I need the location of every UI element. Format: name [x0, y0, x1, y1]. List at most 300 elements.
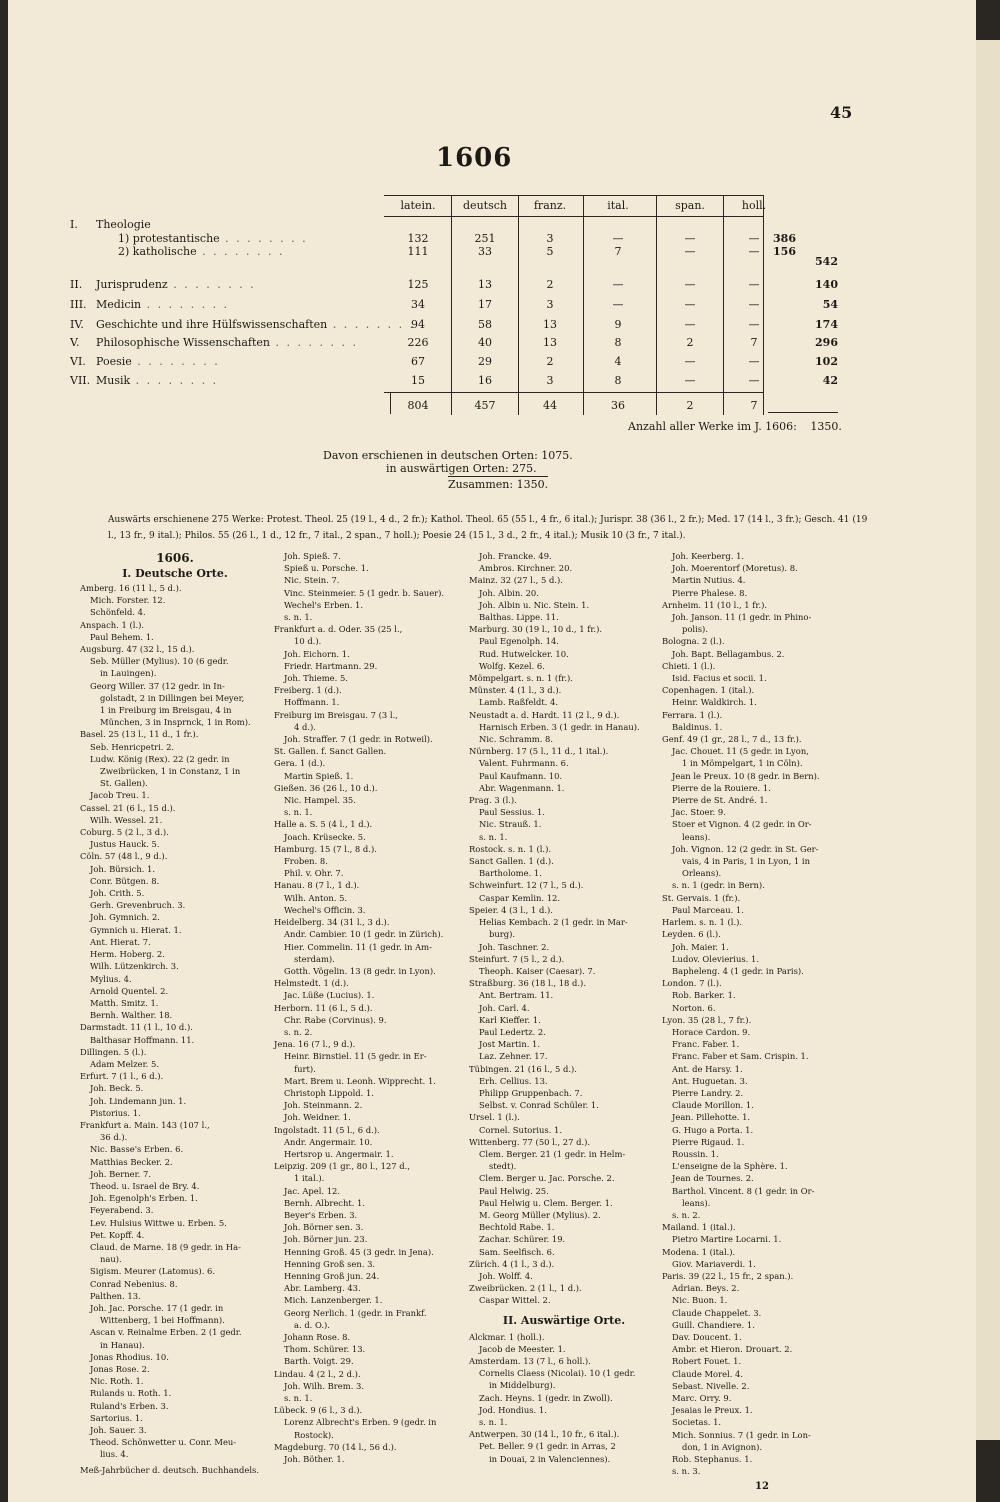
list-item: Karl Kieffer. 1. [479, 1014, 541, 1025]
list-item: Ferrara. 1 (l.). [662, 709, 723, 720]
list-item: Jac. Stoer. 9. [672, 807, 726, 818]
list-item: Martin Spieß. 1. [284, 770, 354, 781]
list-item: Herm. Hoberg. 2. [90, 949, 165, 960]
leader-dots: . . . . . . . . [167, 278, 256, 291]
list-item: Hier. Commelin. 11 (1 gedr. in Am- [284, 941, 432, 952]
list-item: Paul Kaufmann. 10. [479, 770, 563, 781]
list-item: Harnisch Erben. 3 (1 gedr. in Hanau). [479, 721, 640, 732]
table-cell: 13 [543, 318, 557, 331]
list-item: Conr. Bütgen. 8. [90, 875, 160, 886]
leader-dots: . . . . . . . . [141, 298, 230, 311]
list-item: Gießen. 36 (26 l., 10 d.). [274, 782, 378, 793]
list-item: Tübingen. 21 (16 l., 5 d.). [469, 1063, 577, 1074]
table-cell: 7 [750, 336, 758, 349]
row-label [70, 336, 358, 349]
column-header: deutsch [463, 199, 507, 212]
list-item: Seb. Henricpetri. 2. [90, 741, 175, 752]
list-item: Augsburg. 47 (32 l., 15 d.). [80, 644, 195, 655]
list-item: Gerh. Grevenbruch. 3. [90, 900, 186, 911]
list-item: s. n. 1. [284, 807, 313, 818]
table-cell: 40 [478, 336, 492, 349]
table-cell: 33 [478, 245, 492, 258]
page-number: 45 [830, 103, 853, 122]
list-item: Lübeck. 9 (6 l., 3 d.). [274, 1405, 363, 1416]
table-cell: 4 [614, 355, 622, 368]
list-item: Joh. Carl. 4. [479, 1002, 530, 1013]
list-item: Isid. Facius et socii. 1. [672, 673, 767, 684]
row-label [70, 218, 151, 231]
list-item: Sam. Seelfisch. 6. [479, 1246, 555, 1257]
leader-dots: . . . . . . . . [219, 232, 308, 245]
list-item: G. Hugo a Porta. 1. [672, 1124, 754, 1135]
list-item: Hanau. 8 (7 l., 1 d.). [274, 880, 360, 891]
list-item: Steinfurt. 7 (5 l., 2 d.). [469, 953, 565, 964]
row-title: 1) protestantische [118, 232, 220, 245]
list-item: Mömpelgart. s. n. 1 (fr.). [469, 673, 573, 684]
list-item: Beyer's Erben. 3. [284, 1209, 358, 1220]
list-item: Zürich. 4 (1 l., 3 d.). [469, 1258, 555, 1269]
list-item: Ambr. et Hieron. Drouart. 2. [672, 1344, 793, 1355]
row-total: 42 [822, 374, 838, 387]
list-item: Theod. u. Israel de Bry. 4. [90, 1180, 200, 1191]
list-item: Modena. 1 (ital.). [662, 1246, 736, 1257]
list-item: in Middelburg). [489, 1380, 556, 1391]
table-cell: 15 [411, 374, 425, 387]
list-item: Joh. Lindemann jun. 1. [90, 1095, 187, 1106]
row-total: 54 [822, 298, 838, 311]
table-rule-top [384, 195, 764, 196]
list-item: Dillingen. 5 (l.). [80, 1046, 147, 1057]
list-item: M. Georg Müller (Mylius). 2. [479, 1209, 601, 1220]
year-title: 1606 [436, 143, 513, 173]
list-item: Helias Kembach. 2 (1 gedr. in Mar- [479, 917, 628, 928]
row-number: II. [70, 278, 83, 291]
list-item: Bologna. 2 (l.). [662, 636, 725, 647]
table-cell: 17 [478, 298, 492, 311]
list-item: Abr. Lamberg. 43. [284, 1283, 361, 1294]
list-item: Henning Groß sen. 3. [284, 1258, 376, 1269]
list-item: Alckmar. 1 (holl.). [469, 1331, 545, 1342]
list-item: Joh. Wolff. 4. [479, 1270, 533, 1281]
list-item: Jean. Pillehotte. 1. [672, 1112, 751, 1123]
list-item: Ant. Bertram. 11. [479, 990, 554, 1001]
list-item: Claude Morel. 4. [672, 1368, 744, 1379]
list-item: Joh. Böther. 1. [284, 1454, 345, 1465]
table-cell: 3 [546, 232, 554, 245]
column-4 [662, 550, 862, 1494]
list-item: Froben. 8. [284, 856, 328, 867]
list-item: Ursel. 1 (l.). [469, 1112, 520, 1123]
table-cell: 58 [478, 318, 492, 331]
list-item: Joh. Crith. 5. [90, 888, 145, 899]
table-cell: 132 [407, 232, 429, 245]
list-item: Norton. 6. [672, 1002, 716, 1013]
list-item: Martin Nutius. 4. [672, 575, 746, 586]
list-item: Wilh. Anton. 5. [284, 892, 348, 903]
list-item: Leyden. 6 (l.). [662, 929, 721, 940]
row-label [70, 245, 285, 258]
list-item: Paul Sessius. 1. [479, 807, 545, 818]
row-label [70, 318, 415, 331]
row-number: IV. [70, 318, 84, 331]
list-item: Freiberg. 1 (d.). [274, 685, 342, 696]
leader-dots: . . . . . . . . [327, 318, 416, 331]
list-item: Pierre de St. André. 1. [672, 795, 768, 806]
table-rule-v [451, 195, 452, 415]
table-cell: 13 [478, 278, 492, 291]
list-item: Pet. Kopff. 4. [90, 1229, 145, 1240]
list-item: Joh. Berner. 7. [90, 1168, 151, 1179]
entry-list [80, 582, 270, 1461]
table-cell: 16 [478, 374, 492, 387]
table-cell: — [684, 278, 696, 291]
list-item: Zach. Heyns. 1 (gedr. in Zwoll). [479, 1392, 613, 1403]
summary-line-1: Davon erschienen in deutschen Orten: 1075. [323, 449, 573, 462]
sheet-mark: 12 [755, 1481, 769, 1493]
list-item: Herborn. 11 (6 l., 5 d.). [274, 1002, 373, 1013]
list-item: Schönfeld. 4. [90, 607, 146, 618]
row-label [70, 298, 229, 311]
list-item: Jac. Lüße (Lucius). 1. [284, 990, 375, 1001]
list-item: Frankfurt a. Main. 143 (107 l., [80, 1119, 210, 1130]
list-item: Nürnberg. 17 (5 l., 11 d., 1 ital.). [469, 746, 609, 757]
list-item: Bernh. Albrecht. 1. [284, 1197, 366, 1208]
list-item: Bartholome. 1. [479, 868, 542, 879]
list-item: Pistorius. 1. [90, 1107, 141, 1118]
list-item: Chr. Rabe (Corvinus). 9. [284, 1014, 387, 1025]
list-item: Pietro Martire Locarni. 1. [672, 1234, 782, 1245]
list-item: 1 ital.). [294, 1173, 325, 1184]
table-rule-v [723, 195, 724, 415]
list-item: Caspar Wittel. 2. [479, 1295, 551, 1306]
list-item: Henning Groß. 45 (3 gedr. in Jena). [284, 1246, 434, 1257]
list-item: Pet. Beller. 9 (1 gedr. in Arras, 2 [479, 1441, 616, 1452]
list-item: Jonas Rose. 2. [90, 1364, 150, 1374]
list-item: Lev. Hulsius Wittwe u. Erben. 5. [90, 1217, 227, 1228]
list-item: in Lauingen). [100, 668, 157, 679]
entry-list [469, 550, 659, 1307]
row-label [70, 278, 256, 291]
column-total: 36 [611, 399, 625, 412]
list-item: Joh. Sauer. 3. [90, 1425, 147, 1436]
list-item: Joh. Gymnich. 2. [90, 912, 160, 923]
list-item: Rostock). [294, 1429, 334, 1440]
list-item: Cassel. 21 (6 l., 15 d.). [80, 802, 176, 813]
list-item: Erfurt. 7 (1 l., 6 d.). [80, 1071, 164, 1082]
table-cell: — [612, 278, 624, 291]
list-item: s. n. 3. [672, 1466, 701, 1477]
list-item: Cornel. Sutorius. 1. [479, 1124, 563, 1135]
list-item: Joh. Vignon. 12 (2 gedr. in St. Ger- [672, 843, 819, 854]
list-item: Roussin. 1. [672, 1148, 719, 1159]
list-item: Anspach. 1 (l.). [80, 619, 145, 630]
list-item: Sartorius. 1. [90, 1412, 143, 1423]
list-item: Arnold Quentel. 2. [90, 985, 169, 996]
list-item: Claude Morillon. 1. [672, 1100, 754, 1111]
table-cell: 29 [478, 355, 492, 368]
list-item: Jacob de Meester. 1. [479, 1343, 566, 1354]
list-item: Jean de Tournes. 2. [672, 1173, 754, 1184]
table-cell: 9 [614, 318, 622, 331]
table-cell: — [684, 318, 696, 331]
grand-label: Anzahl aller Werke im J. 1606: [628, 420, 797, 433]
table-cell: — [684, 245, 696, 258]
list-item: Georg Willer. 37 (12 gedr. in In- [90, 680, 225, 691]
list-item: in Hanau). [100, 1339, 145, 1350]
list-item: Christoph Lippold. 1. [284, 1087, 374, 1098]
column-heading: 1606. [156, 551, 194, 565]
entry-list [469, 1331, 659, 1465]
list-item: Sebast. Nivelle. 2. [672, 1380, 750, 1391]
list-item: Joh. Jac. Porsche. 17 (1 gedr. in [90, 1302, 224, 1313]
list-item: s. n. 2. [284, 1026, 313, 1037]
list-item: Claude Chappelet. 3. [672, 1307, 762, 1318]
list-item: Theod. Schönwetter u. Conr. Meu- [90, 1437, 237, 1448]
list-item: Rob. Barker. 1. [672, 990, 736, 1001]
list-item: Mich. Lanzenberger. 1. [284, 1295, 383, 1306]
list-item: Mailand. 1 (ital.). [662, 1222, 736, 1233]
table-cell: 2 [546, 278, 554, 291]
list-item: Prag. 3 (l.). [469, 795, 517, 806]
list-item: Rostock. s. n. 1 (l.). [469, 843, 552, 854]
list-item: Jesaias le Preux. 1. [672, 1405, 753, 1416]
table-cell: — [748, 278, 760, 291]
list-item: Georg Nerlich. 1 (gedr. in Frankf. [284, 1307, 427, 1318]
list-item: Joh. Albin. 20. [479, 587, 539, 598]
list-item: Franc. Faber. 1. [672, 1039, 740, 1050]
list-item: Abr. Wagenmann. 1. [479, 782, 565, 793]
list-item: Cornelis Claess (Nicolai). 10 (1 gedr. [479, 1368, 636, 1379]
list-item: Joh. Weidner. 1. [284, 1112, 351, 1123]
table-cell: 111 [407, 245, 429, 258]
list-item: Dav. Doucent. 1. [672, 1332, 742, 1342]
next-page-edge [976, 40, 1000, 1440]
list-item: Ambros. Kirchner. 20. [479, 563, 573, 574]
list-item: a. d. O.). [294, 1319, 330, 1330]
row-title: Philosophische Wissenschaften [96, 336, 271, 349]
list-item: Ingolstadt. 11 (5 l., 6 d.). [274, 1124, 380, 1135]
row-label [70, 374, 218, 387]
list-item: Nic. Stein. 7. [284, 575, 340, 586]
list-item: Paul Egenolph. 14. [479, 636, 559, 647]
list-item: Matthias Becker. 2. [90, 1156, 173, 1167]
row-number: VII. [70, 374, 91, 387]
list-item: Pierre Rigaud. 1. [672, 1136, 745, 1147]
table-cell: — [684, 232, 696, 245]
list-item: Wilh. Wessel. 21. [90, 814, 163, 825]
list-item: London. 7 (l.). [662, 978, 722, 989]
list-item: Barth. Voigt. 29. [284, 1356, 354, 1367]
column-total: 44 [543, 399, 557, 412]
list-item: Joh. Thieme. 5. [284, 673, 348, 684]
list-item: Thom. Schürer. 13. [284, 1344, 366, 1355]
list-item: Laz. Zehner. 17. [479, 1051, 548, 1062]
summary-line-3: Zusammen: 1350. [448, 478, 549, 491]
list-item: Pierre Landry. 2. [672, 1087, 744, 1098]
list-item: München, 3 in Insprnck, 1 in Rom). [100, 717, 251, 728]
list-item: Mich. Forster. 12. [90, 595, 166, 606]
list-item: Lindau. 4 (2 l., 2 d.). [274, 1368, 361, 1379]
list-item: Friedr. Hartmann. 29. [284, 660, 378, 671]
list-item: Joh. Börner jun. 23. [284, 1234, 368, 1245]
list-item: Barthol. Vincent. 8 (1 gedr. in Or- [672, 1185, 815, 1196]
table-cell: 5 [546, 245, 554, 258]
list-item: Heinr. Birnstiel. 11 (5 gedr. in Er- [284, 1051, 427, 1062]
list-item: Ant. Huguetan. 3. [672, 1075, 748, 1086]
list-item: burg). [489, 929, 516, 940]
entry-list [662, 550, 862, 1477]
list-item: Matth. Smitz. 1. [90, 997, 159, 1008]
table-cell: 94 [411, 318, 425, 331]
table-cell: 251 [474, 232, 496, 245]
list-item: Lyon. 35 (28 l., 7 fr.). [662, 1014, 752, 1025]
list-item: Andr. Angermair. 10. [284, 1136, 373, 1147]
list-item: stedt). [489, 1161, 517, 1172]
list-item: Mainz. 32 (27 l., 5 d.). [469, 575, 563, 586]
list-item: Hertsrop u. Angermair. 1. [284, 1148, 394, 1159]
grand-total-line [628, 420, 842, 433]
list-item: don, 1 in Avignon). [682, 1441, 763, 1452]
list-item: Baldinus. 1. [672, 721, 723, 732]
list-item: Joh. Maier. 1. [672, 941, 729, 952]
list-item: Sanct Gallen. 1 (d.). [469, 856, 554, 867]
list-item: Paul Helwig u. Clem. Berger. 1. [479, 1197, 613, 1208]
list-item: Freiburg im Breisgau. 7 (3 l., [274, 709, 398, 720]
list-item: Marc. Orry. 9. [672, 1393, 732, 1404]
list-item: Mart. Brem u. Leonh. Wipprecht. 1. [284, 1075, 436, 1086]
list-item: Chieti. 1 (l.). [662, 660, 716, 671]
list-item: Mich. Sonnius. 7 (1 gedr. in Lon- [672, 1429, 811, 1440]
row-number: I. [70, 218, 78, 231]
column-header: holl. [741, 199, 767, 212]
list-item: Nic. Hampel. 35. [284, 795, 356, 806]
list-item: Ant. de Harsy. 1. [672, 1063, 743, 1074]
list-item: Feyerabend. 3. [90, 1205, 154, 1216]
list-item: Joh. Wilh. Brem. 3. [284, 1380, 365, 1391]
list-item: Joh. Egenolph's Erben. 1. [90, 1193, 198, 1204]
table-rule-v [390, 392, 391, 414]
list-item: Amsterdam. 13 (7 l., 6 holl.). [469, 1356, 591, 1366]
list-item: Henning Groß jun. 24. [284, 1270, 380, 1281]
list-item: s. n. 1. [479, 831, 508, 842]
list-item: Rud. Hutwelcker. 10. [479, 648, 569, 659]
list-item: Joh. Albin u. Nic. Stein. 1. [479, 599, 590, 610]
list-item: Joh. Taschner. 2. [479, 941, 550, 952]
column-header: franz. [533, 199, 567, 212]
list-item: sterdam). [294, 953, 335, 964]
list-item: s. n. 1. [479, 1417, 508, 1428]
row-title: Musik [96, 374, 131, 387]
list-item: Gymnich u. Hierat. 1. [90, 924, 182, 935]
list-item: Philipp Gruppenbach. 7. [479, 1087, 583, 1098]
list-item: Jena. 16 (7 l., 9 d.). [274, 1039, 356, 1050]
leader-dots: . . . . . . . . [131, 355, 220, 368]
list-item: Helmstedt. 1 (d.). [274, 978, 349, 989]
table-cell: 8 [614, 336, 622, 349]
list-item: Nic. Roth. 1. [90, 1376, 144, 1387]
list-item: Caspar Kemlin. 12. [479, 892, 561, 903]
list-item: Nic. Basse's Erben. 6. [90, 1144, 184, 1155]
list-item: Harlem. s. n. 1 (l.). [662, 917, 743, 928]
list-item: Spieß u. Porsche. 1. [284, 563, 369, 574]
list-item: Lorenz Albrecht's Erben. 9 (gedr. in [284, 1417, 437, 1428]
list-item: Ant. Hierat. 7. [90, 936, 151, 947]
list-item: Leipzig. 209 (1 gr., 80 l., 127 d., [274, 1161, 410, 1172]
list-item: 4 d.). [294, 721, 316, 732]
list-item: 1 in Mömpelgart, 1 in Cöln). [682, 758, 803, 769]
list-item: Darmstadt. 11 (1 l., 10 d.). [80, 1022, 193, 1033]
list-item: Arnheim. 11 (10 l., 1 fr.). [662, 599, 768, 610]
list-item: Zweibrücken. 2 (1 l., 1 d.). [469, 1283, 582, 1294]
table-cell: 125 [407, 278, 429, 291]
list-item: Coburg. 5 (2 l., 3 d.). [80, 827, 169, 838]
list-item: Neustadt a. d. Hardt. 11 (2 l., 9 d.). [469, 709, 620, 720]
list-item: Giov. Mariaverdi. 1. [672, 1258, 756, 1269]
list-item: 36 d.). [100, 1132, 128, 1143]
list-item: Stoer et Vignon. 4 (2 gedr. in Or- [672, 819, 812, 830]
list-item: Seb. Müller (Mylius). 10 (6 gedr. [90, 656, 229, 667]
list-item: Pierre Phalese. 8. [672, 587, 748, 598]
row-number: V. [70, 336, 80, 349]
list-item: Jacob Treu. 1. [90, 790, 150, 801]
list-item: Ruland's Erben. 3. [90, 1400, 169, 1411]
list-item: Joh. Janson. 11 (1 gedr. in Phino- [672, 612, 812, 623]
table-rule-v [583, 195, 584, 415]
list-item: Joh. Straffer. 7 (1 gedr. in Rotweil). [284, 734, 433, 745]
list-item: nau). [100, 1254, 122, 1265]
subtotal: 386 [773, 232, 796, 245]
list-item: Joh. Steinmann. 2. [284, 1100, 363, 1111]
list-item: Wechel's Erben. 1. [284, 599, 364, 610]
list-item: 10 d.). [294, 636, 322, 647]
list-item: Joh. Spieß. 7. [284, 551, 341, 561]
list-item: Joh. Keerberg. 1. [672, 551, 745, 561]
table-cell: — [748, 318, 760, 331]
row-title: 2) katholische [118, 245, 197, 258]
list-item: Sigism. Meurer (Latomus). 6. [90, 1266, 216, 1277]
list-item: Nic. Buon. 1. [672, 1295, 728, 1306]
list-item: Cöln. 57 (48 l., 9 d.). [80, 851, 168, 862]
list-item: Robert Fouet. 1. [672, 1356, 742, 1367]
table-rule-sum [384, 392, 764, 393]
list-item: Conrad Nebenius. 8. [90, 1278, 178, 1289]
leader-dots: . . . . . . . . [196, 245, 285, 258]
table-cell: 13 [543, 336, 557, 349]
list-item: Lamb. Raßfeldt. 4. [479, 697, 559, 708]
list-item: Rob. Stephanus. 1. [672, 1454, 753, 1465]
list-item: furt). [294, 1063, 316, 1074]
list-item: Zachar. Schürer. 19. [479, 1234, 566, 1245]
list-item: Theoph. Kaiser (Caesar). 7. [479, 965, 596, 976]
list-item: Nic. Strauß. 1. [479, 819, 542, 830]
list-item: Jost Martin. 1. [479, 1039, 541, 1050]
row-title: Poesie [96, 355, 132, 368]
list-item: in Douai, 2 in Valenciennes). [489, 1453, 611, 1464]
list-item: golstadt, 2 in Dillingen bei Meyer, [100, 692, 245, 703]
list-item: Wittenberg, 1 bei Hoffmann). [100, 1315, 225, 1326]
row-total: 542 [815, 255, 838, 268]
list-item: s. n. 1 (gedr. in Bern). [672, 880, 765, 891]
list-item: Bechtold Rabe. 1. [479, 1222, 555, 1233]
list-item: Wechel's Officin. 3. [284, 904, 366, 915]
row-label [70, 355, 220, 368]
list-item: Ludov. Olevierius. 1. [672, 953, 759, 964]
table-cell: 226 [407, 336, 429, 349]
table-cell: 2 [686, 336, 694, 349]
list-item: Andr. Cambier. 10 (1 gedr. in Zürich). [284, 929, 444, 940]
column-total: 457 [474, 399, 496, 412]
list-item: polis). [682, 624, 708, 635]
